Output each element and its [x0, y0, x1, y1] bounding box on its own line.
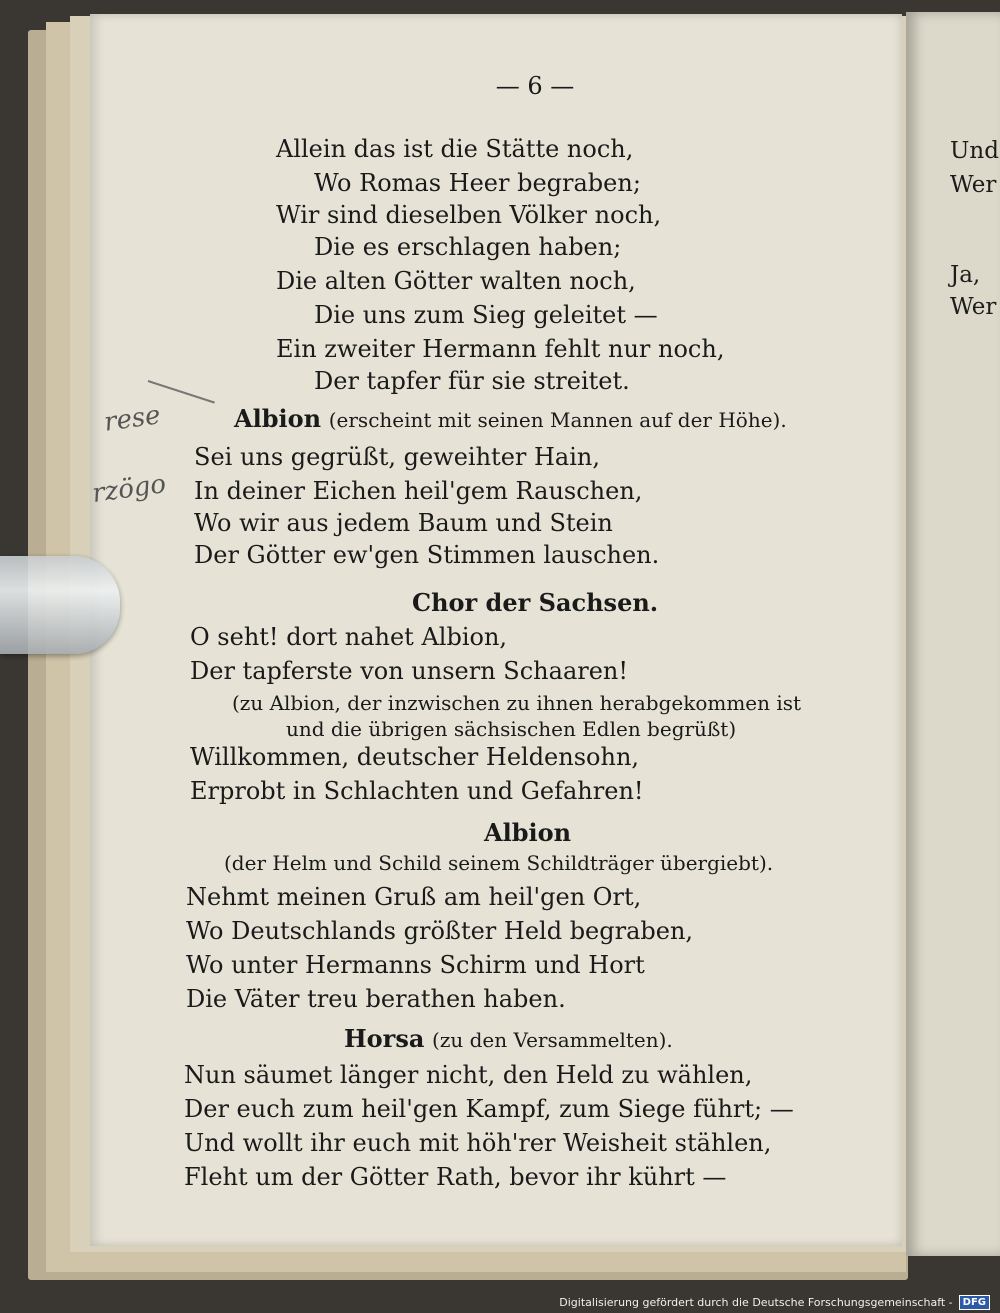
stage-direction: (zu Albion, der inzwischen zu ihnen herabgekommen ist — [232, 691, 802, 715]
margin-note: rzögo — [90, 468, 168, 510]
verse-line: Sei uns gegrüßt, geweihter Hain, — [194, 443, 600, 471]
verse-line: Wo Deutschlands größter Held begraben, — [186, 917, 694, 945]
verse-line: Der euch zum heil'gen Kampf, zum Siege führt; — — [184, 1095, 794, 1123]
facing-page-fragment: Wer — [950, 172, 997, 198]
speaker-name: Horsa — [344, 1024, 425, 1053]
verse-line: Der tapferste von unsern Schaaren! — [190, 657, 629, 685]
verse-line: Die Väter treu berathen haben. — [186, 985, 566, 1013]
speaker-name: Chor der Sachsen. — [412, 588, 659, 617]
verse-line: Erprobt in Schlachten und Gefahren! — [190, 777, 644, 805]
verse-line: Der Götter ew'gen Stimmen lauschen. — [194, 541, 660, 569]
page-number: — 6 — — [495, 72, 575, 100]
verse-line: Der tapfer für sie streitet. — [314, 367, 630, 395]
verse-line: Nehmt meinen Gruß am heil'gen Ort, — [186, 883, 642, 911]
dfg-logo: DFG — [959, 1295, 990, 1310]
verse-line: Fleht um der Götter Rath, bevor ihr kührt — — [184, 1163, 727, 1191]
stage-direction: (erscheint mit seinen Mannen auf der Höhe). — [328, 408, 787, 432]
facing-page-fragment: Ja, — [950, 262, 981, 288]
verse-line: Nun säumet länger nicht, den Held zu wählen, — [184, 1061, 753, 1089]
stage-direction: und die übrigen sächsischen Edlen begrüßt) — [286, 717, 737, 741]
verse-line: Willkommen, deutscher Heldensohn, — [190, 743, 640, 771]
verse-line: O seht! dort nahet Albion, — [190, 623, 508, 651]
verse-line: Ein zweiter Hermann fehlt nur noch, — [276, 335, 725, 363]
facing-page-fragment: Wer — [950, 294, 997, 320]
verse-line: Allein das ist die Stätte noch, — [276, 135, 634, 163]
speaker-name: Albion — [234, 404, 322, 433]
verse-line: Wo wir aus jedem Baum und Stein — [194, 509, 613, 537]
verse-line: Wir sind dieselben Völker noch, — [276, 201, 662, 229]
digitization-footer — [559, 1293, 990, 1311]
stage-direction: (zu den Versammelten). — [432, 1028, 673, 1052]
verse-line: Die es erschlagen haben; — [314, 233, 622, 261]
speaker-heading — [344, 1024, 673, 1055]
margin-note: rese — [102, 400, 163, 438]
verse-line: Die alten Götter walten noch, — [276, 267, 636, 295]
verse-line: Und wollt ihr euch mit höh'rer Weisheit stählen, — [184, 1129, 772, 1157]
page-clip — [0, 556, 120, 654]
stage-direction: (der Helm und Schild seinem Schildträger übergiebt). — [224, 851, 774, 875]
verse-line: Wo Romas Heer begraben; — [314, 169, 641, 197]
verse-line: Wo unter Hermanns Schirm und Hort — [186, 951, 645, 979]
speaker-heading — [234, 404, 787, 435]
footer-text: Digitalisierung gefördert durch die Deutsche Forschungsgemeinschaft - — [559, 1295, 953, 1309]
verse-line: Die uns zum Sieg geleitet — — [314, 301, 658, 329]
facing-page — [906, 12, 1000, 1256]
verse-line: In deiner Eichen heil'gem Rauschen, — [194, 477, 643, 505]
speaker-name: Albion — [484, 818, 572, 847]
facing-page-fragment: Und — [950, 138, 999, 164]
